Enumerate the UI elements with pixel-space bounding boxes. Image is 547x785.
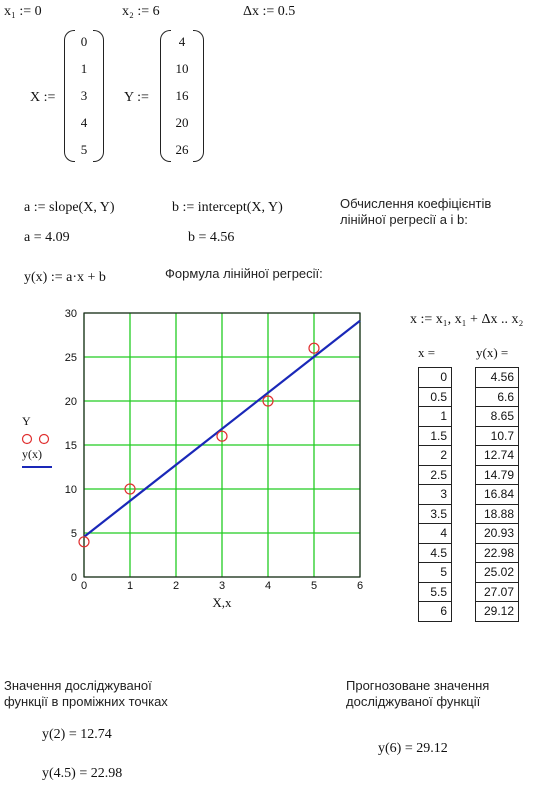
x-value-row	[419, 582, 452, 602]
y-value-cell: 20.93	[476, 524, 519, 544]
x-value-row	[419, 485, 452, 505]
x-value-cell: 1.5	[419, 426, 452, 446]
legend-marker-circle	[40, 435, 49, 444]
x-tick-label: 6	[356, 580, 364, 592]
regression-chart	[0, 300, 380, 620]
table-x-header: x =	[418, 345, 436, 360]
y-at-2-result: y(2) = 12.74	[42, 727, 112, 742]
y-value-cell: 25.02	[476, 563, 519, 583]
y-value-cell: 29.12	[476, 602, 519, 622]
forecast-caption-line2: досліджуваної функції	[346, 694, 481, 709]
x-value-row	[419, 446, 452, 466]
x-value-row	[419, 602, 452, 622]
x-tick-label: 4	[264, 580, 272, 592]
y-at-4-5-result: y(4.5) = 22.98	[42, 766, 123, 781]
x-tick-label: 3	[218, 580, 226, 592]
matrix-x-value: 3	[80, 88, 88, 103]
x-value-cell: 0	[419, 368, 452, 388]
y-value-cell: 27.07	[476, 582, 519, 602]
y-value-row	[476, 602, 519, 622]
x-value-cell: 5	[419, 563, 452, 583]
formula-caption: Формула лінійної регресії:	[165, 266, 323, 281]
y-tick-label: 0	[70, 572, 77, 584]
matrix-y-label: Y :=	[124, 90, 149, 105]
x-value-cell: 5.5	[419, 582, 452, 602]
x1-definition: x₁ := 0	[4, 4, 42, 19]
matrix-x-value: 4	[80, 115, 88, 130]
x-value-cell: 2.5	[419, 465, 452, 485]
x-value-cell: 1	[419, 407, 452, 427]
x-value-cell: 3.5	[419, 504, 452, 524]
intercept-result: b = 4.56	[188, 230, 235, 245]
matrix-y-value: 20	[175, 115, 189, 130]
matrix-x-value: 0	[80, 34, 88, 49]
x2-definition: x₂ := 6	[122, 4, 160, 19]
x-value-row	[419, 368, 452, 388]
y-value-cell: 6.6	[476, 387, 519, 407]
x-value-row	[419, 563, 452, 583]
x-value-cell: 6	[419, 602, 452, 622]
x-value-row	[419, 524, 452, 544]
y-tick-label: 30	[64, 308, 77, 320]
y-value-cell: 14.79	[476, 465, 519, 485]
y-value-row	[476, 387, 519, 407]
intermediate-caption-line2: функції в проміжних точках	[4, 694, 168, 709]
matrix-x	[64, 30, 104, 164]
x-value-cell: 4	[419, 524, 452, 544]
x-value-cell: 4.5	[419, 543, 452, 563]
y-values-table	[475, 367, 519, 622]
y-value-row	[476, 407, 519, 427]
y-value-row	[476, 543, 519, 563]
y-tick-label: 10	[64, 484, 77, 496]
y-value-row	[476, 446, 519, 466]
slope-result: a = 4.09	[24, 230, 70, 245]
matrix-x-label: X :=	[30, 90, 56, 105]
x-value-cell: 0.5	[419, 387, 452, 407]
y-value-row	[476, 485, 519, 505]
legend-label-yx: y(x)	[22, 447, 42, 461]
y-value-row	[476, 465, 519, 485]
y-value-cell: 12.74	[476, 446, 519, 466]
y-value-cell: 8.65	[476, 407, 519, 427]
matrix-y-value: 10	[175, 61, 189, 76]
matrix-y-value: 16	[175, 88, 189, 103]
x-value-row	[419, 407, 452, 427]
y-value-cell: 18.88	[476, 504, 519, 524]
forecast-caption-line1: Прогнозоване значення	[346, 678, 490, 693]
legend-label-y: Y	[22, 414, 31, 428]
matrix-x-value: 1	[80, 61, 88, 76]
y-value-row	[476, 582, 519, 602]
y-at-6-result: y(6) = 29.12	[378, 741, 448, 756]
y-value-row	[476, 368, 519, 388]
x-value-row	[419, 426, 452, 446]
matrix-y	[160, 30, 204, 164]
legend-marker-circle	[23, 435, 32, 444]
x-value-row	[419, 543, 452, 563]
matrix-y-value: 4	[178, 34, 186, 49]
x-value-row	[419, 465, 452, 485]
y-value-cell: 10.7	[476, 426, 519, 446]
matrix-x-value: 5	[80, 142, 88, 157]
intercept-definition: b := intercept(X, Y)	[172, 200, 283, 215]
coef-caption-line2: лінійної регресії a і b:	[340, 212, 468, 227]
x-value-row	[419, 504, 452, 524]
x-axis-label: X,x	[212, 595, 232, 610]
y-value-row	[476, 426, 519, 446]
x-tick-label: 5	[310, 580, 318, 592]
y-tick-label: 5	[70, 528, 77, 540]
x-value-cell: 2	[419, 446, 452, 466]
y-value-row	[476, 524, 519, 544]
y-tick-label: 25	[64, 352, 77, 364]
x-tick-label: 1	[126, 580, 134, 592]
y-value-row	[476, 504, 519, 524]
matrix-y-value: 26	[175, 142, 189, 157]
y-value-cell: 4.56	[476, 368, 519, 388]
regression-formula: y(x) := a·x + b	[24, 270, 106, 285]
x-value-cell: 3	[419, 485, 452, 505]
y-value-row	[476, 563, 519, 583]
x-value-row	[419, 387, 452, 407]
y-tick-label: 20	[64, 396, 77, 408]
y-tick-label: 15	[64, 440, 77, 452]
y-value-cell: 22.98	[476, 543, 519, 563]
intermediate-caption-line1: Значення досліджуваної	[4, 678, 152, 693]
table-y-header: y(x) =	[476, 345, 509, 360]
x-tick-label: 0	[80, 580, 88, 592]
coef-caption-line1: Обчислення коефіцієнтів	[340, 196, 492, 211]
slope-definition: a := slope(X, Y)	[24, 200, 115, 215]
y-value-cell: 16.84	[476, 485, 519, 505]
x-values-table	[418, 367, 452, 622]
dx-definition: Δx := 0.5	[243, 4, 296, 19]
range-definition: x := x₁, x₁ + Δx .. x₂	[410, 312, 524, 327]
x-tick-label: 2	[172, 580, 180, 592]
